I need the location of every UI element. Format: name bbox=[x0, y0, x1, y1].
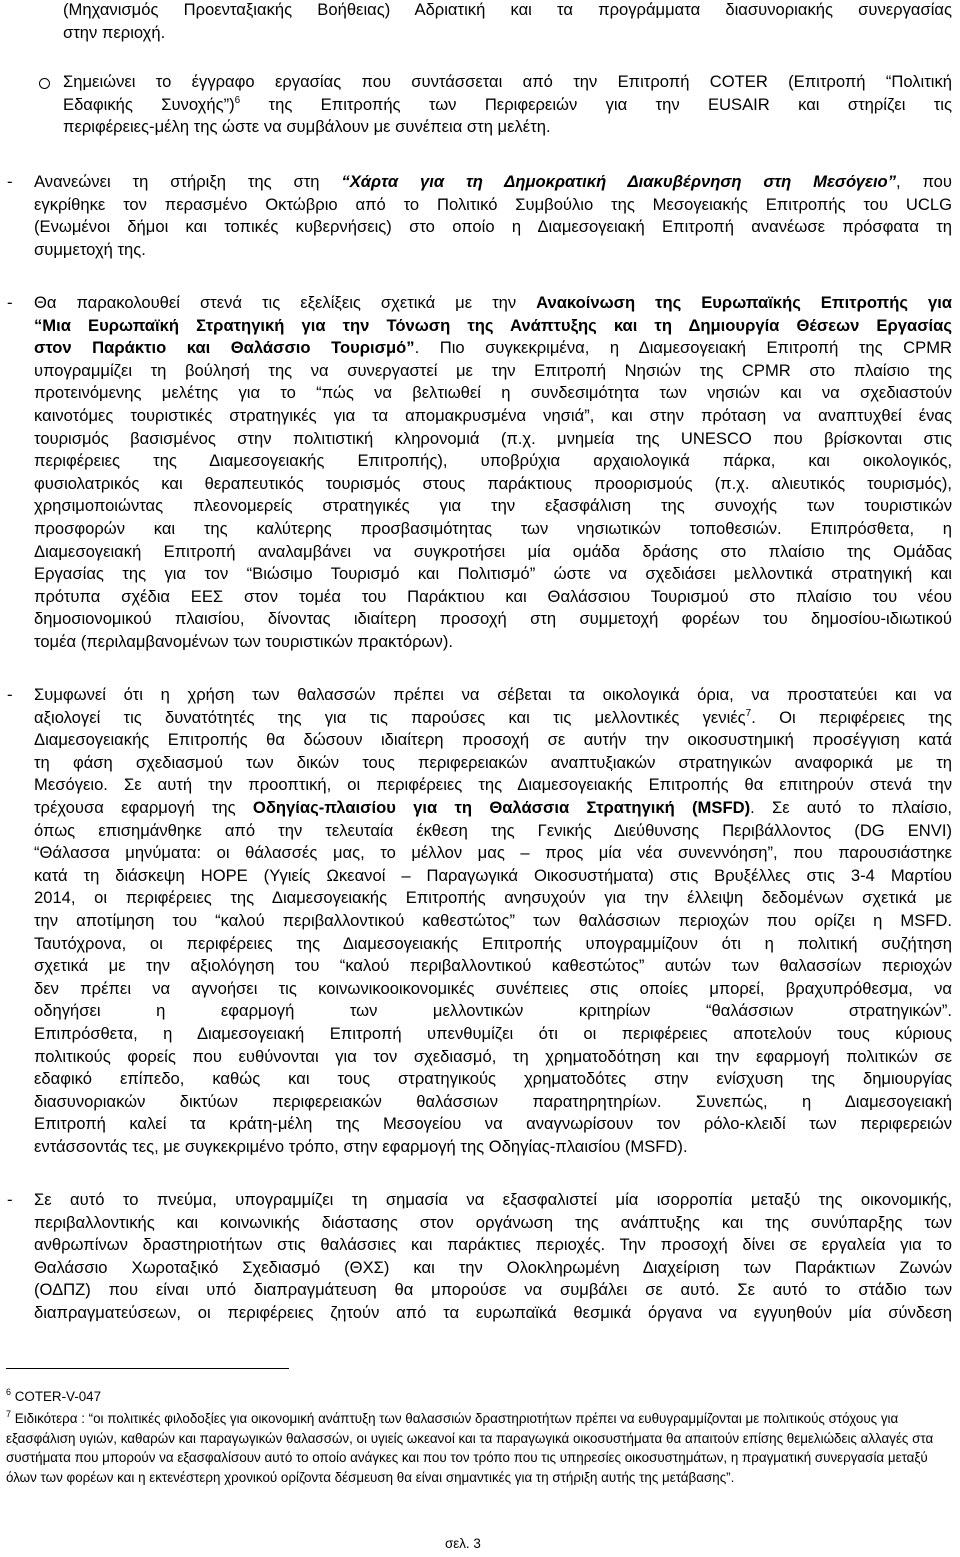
msfd-title: Οδηγίας-πλαισίου για τη Θαλάσσια Στρατηγική (MSFD) bbox=[252, 797, 751, 817]
text-line: χρησιμοποιώντας πλεονομερείς στρατηγικές για την εξασφάλιση της συνοχής των τουριστικών bbox=[34, 496, 952, 516]
text-span: , που bbox=[896, 172, 952, 191]
text-line: 2014, οι περιφέρειες της Διαμεσογειακής Επιτροπής ανησυχούν για την έλλειψη δεδομένων σχετικά με bbox=[34, 888, 952, 908]
text-span: Θα παρακολουθεί στενά τις εξελίξεις σχετικά με την bbox=[34, 293, 537, 312]
text-line: κατά τη διάσκεψη HOPE (Υγιείς Ωκεανοί – Παραγωγικά Οικοσυστήματα) στις Βρυξέλλες στις 3-4 Μαρτίου bbox=[34, 865, 952, 885]
text-span: Ανανεώνει τη στήριξη της στη bbox=[34, 172, 342, 191]
text-line: διασυνοριακών δικτύων περιφερειακών θαλάσσιων παρατηρητηρίων. Συνεπώς, η Διαμεσογειακή bbox=[34, 1091, 952, 1111]
text-line: συμμετοχή της. bbox=[34, 239, 146, 259]
text-line: σχετικά με την αξιολόγηση του “καλού περιβαλλοντικού καθεστώτος” αυτών των θαλασσίων περιοχών bbox=[34, 956, 952, 976]
text-line bbox=[34, 292, 952, 315]
circle-bullet-icon bbox=[39, 78, 50, 89]
text-line: πολιτικούς φορείς που ευθύνονται για τον σχεδιασμό, τη χρηματοδότηση και την εφαρμογή πολιτικών σε bbox=[34, 1046, 952, 1066]
text-line: περιφέρειες-μέλη της ώστε να συμβάλουν με συνέπεια στη μελέτη. bbox=[63, 117, 551, 137]
text-line: Διαμεσογειακής Επιτροπής θα δώσουν ιδιαίτερη προσοχή σε αυτήν την οικοσυστημική προσέγγιση κατά bbox=[34, 730, 952, 750]
text-line: τομέα (περιλαμβανομένων των τουριστικών πρακτόρων). bbox=[34, 631, 453, 651]
text-line: τουρισμός βασισμένος στην πολιτιστική κληρονομιά (π.χ. μνημεία της UNESCO που βρίσκονται στις bbox=[34, 428, 952, 448]
paragraph-continuation bbox=[63, 0, 952, 44]
text-line: (Μηχανισμός Προενταξιακής Βοήθειας) Αδριατική και τα προγράμματα διασυνοριακής συνεργασίας bbox=[63, 0, 952, 19]
paragraph-tourism bbox=[34, 292, 952, 654]
footnote-divider bbox=[6, 1368, 289, 1369]
text-line: πρότυπα σχέδια ΕΕΣ στον τομέα του Παράκτιου και Θαλάσσιου Τουρισμού στο πλαίσιο του νέου bbox=[34, 586, 952, 606]
text-line bbox=[63, 94, 952, 117]
text-line: υπογραμμίζει τη βούλησή της να συνεργαστεί με την Επιτροπή Νησιών της CPMR στο πλαίσιο της bbox=[34, 360, 952, 380]
text-line: περιφέρειες της Διαμεσογειακής Επιτροπής), υποβρύχια αρχαιολογικά πάρκα, και οικολογικός, bbox=[34, 451, 952, 471]
text-line: (Ενωμένοι δήμοι και τοπικές κυβερνήσεις) στο οποίο η Διαμεσογειακή Επιτροπή ανανέωσε πρόσφατα τη bbox=[34, 217, 952, 237]
dash-bullet: - bbox=[7, 293, 13, 312]
text-line bbox=[34, 707, 952, 730]
page-number: σελ. 3 bbox=[445, 1536, 481, 1551]
text-line: Μεσόγειο. Σε αυτή την προοπτική, οι περιφέρειες της Διαμεσογειακής Επιτροπής θα επιτηρούν στενά την bbox=[34, 775, 952, 795]
footnote-number: 6 bbox=[6, 1387, 12, 1397]
text-line: (ΟΔΠΖ) που είναι υπό διαπραγμάτευση θα μπορούσε να συμβάλει σε αυτό. Σε αυτό το στάδιο των bbox=[34, 1280, 952, 1300]
text-line bbox=[34, 315, 952, 338]
text-line: Συμφωνεί ότι η χρήση των θαλασσών πρέπει να σέβεται τα οικολογικά όρια, να προστατεύει και να bbox=[34, 685, 952, 704]
text-span: . Οι περιφέρειες της bbox=[751, 707, 952, 727]
text-line: τη φάση σχεδιασμού των δικών τους περιφερειακών αναπτυξιακών στρατηγικών αναφορικά με τη bbox=[34, 752, 952, 772]
text-line: εδαφικό επίπεδο, καθώς και τους στρατηγικούς χρηματοδότες στην ενίσχυση της δημιουργίας bbox=[34, 1069, 952, 1089]
text-span: της Επιτροπής των Περιφερειών για την EUSAIR και στηρίζει τις bbox=[240, 94, 952, 114]
text-line: εντάσσοντάς τες, με συγκεκριμένο τρόπο, στην εφαρμογή της Οδηγίας-πλαισίου (MSFD). bbox=[34, 1136, 688, 1156]
text-span: . Σε αυτό το πλαίσιο, bbox=[750, 797, 953, 817]
footnote-ref-7: 7 bbox=[745, 707, 752, 719]
communication-title: Ανακοίνωση της Ευρωπαϊκής Επιτροπής για bbox=[536, 293, 953, 312]
charter-title: “Χάρτα για τη Δημοκρατική Διακυβέρνηση στη Μεσόγειο” bbox=[341, 172, 896, 191]
text-line: ανθρωπίνων δραστηριοτήτων στις θαλάσσιες και παράκτιες περιοχές. Την προσοχή δίνει σε εργαλεία για το bbox=[34, 1235, 952, 1255]
text-line: δεν πρέπει να αγνοήσει τις κοινωνικοοικονομικές συνέπειες στις οποίες μπορεί, βραχυπρόθεσμα, να bbox=[34, 978, 952, 998]
footnote-text: Ειδικότερα : “οι πολιτικές φιλοδοξίες για οικονομική ανάπτυξη των θαλασσιών δραστηριοτήτων πρέπει να ευθυγραμμίζονται με bbox=[11, 1411, 760, 1426]
footnote-text: COTER-V-047 bbox=[11, 1389, 102, 1404]
text-line: Θαλάσσιο Χωροταξικό Σχεδιασμό (ΘΧΣ) και την Ολοκληρωμένη Διαχείριση των Παράκτιων Ζωνών bbox=[34, 1257, 952, 1277]
text-line: οδηγήσει η εφαρμογή των μελλοντικών κριτηρίων “θαλάσσιων στρατηγικών”. bbox=[34, 1001, 952, 1021]
text-line bbox=[34, 797, 952, 820]
text-line bbox=[34, 337, 952, 360]
text-line: προτεινόμενης μελέτης για το “πώς να βελτιωθεί η συνδεσιμότητα των νησιών και να σχεδιαστούν bbox=[34, 383, 952, 403]
text-line: φυσιολατρικός και θεραπευτικός τουρισμός στους παράκτιους προορισμούς (π.χ. αλιευτικός τουρισμός), bbox=[34, 473, 952, 493]
text-line: Σημειώνει το έγγραφο εργασίας που συντάσσεται από την Επιτροπή COTER (Επιτροπή “Πολιτική bbox=[63, 72, 952, 91]
communication-title: “Μια Ευρωπαϊκή Στρατηγική για την Τόνωση της Ανάπτυξης και τη Δημιουργία Θέσεων Εργασίας bbox=[34, 315, 952, 335]
text-line: προσφορών και της καλύτερης προσβασιμότητας των νησιωτικών τοποθεσιών. Επιπρόσθετα, η bbox=[34, 518, 952, 538]
text-line: Ταυτόχρονα, οι περιφέρειες της Διαμεσογειακής Επιτροπής υπογραμμίζουν ότι η πολιτική συζήτηση bbox=[34, 933, 952, 953]
paragraph-charter bbox=[34, 171, 952, 261]
text-line: Επιπρόσθετα, η Διαμεσογειακή Επιτροπή υπενθυμίζει ότι οι περιφέρειες αποτελούν τους κύριους bbox=[34, 1023, 952, 1043]
footnote-line bbox=[6, 1411, 759, 1426]
text-line: δημοσιονομικού πλαισίου, δίνοντας ιδιαίτερη προσοχή στη συμμετοχή φορέων του δημοσίου-ιδιωτικού bbox=[34, 609, 952, 629]
text-line: Διαμεσογειακή Επιτροπή αναλαμβάνει να συγκροτήσει μία ομάδα δράσης στο πλαίσιο της Ομάδας bbox=[34, 541, 952, 561]
dash-bullet: - bbox=[7, 685, 13, 704]
text-line: Εργασίας της για τον “Βιώσιμο Τουρισμό και Πολιτισμό” ώστε να σχεδιάσει μελλοντικά στρατηγική και bbox=[34, 564, 952, 584]
communication-title: στον Παράκτιο και Θαλάσσιο Τουρισμό” bbox=[34, 338, 415, 358]
text-line bbox=[34, 171, 952, 194]
footnote-line: θα απαιτούν επίσης θεμελιώδεις αλλαγές στα συστήματα που μπορούν να εξασφαλίσουν αυτό το οποίο ανάγκες και που τον τρόπο που bbox=[6, 1430, 934, 1465]
dash-bullet: - bbox=[7, 172, 13, 191]
text-span: τρέχουσα εφαρμογή της bbox=[34, 797, 253, 817]
footnote-number: 7 bbox=[6, 1409, 12, 1419]
paragraph-sea-use bbox=[34, 684, 952, 1158]
text-line: την αποτίμηση του “καλού περιβαλλοντικού καθεστώτος” των θαλάσσιων περιοχών που ορίζει η MSFD. bbox=[34, 910, 952, 930]
text-line: εγκρίθηκε τον περασμένο Οκτώβριο από το Πολιτικό Συμβούλιο της Μεσογειακής Επιτροπής του UCLG bbox=[34, 194, 952, 214]
text-span: . Πιο συγκεκριμένα, η Διαμεσογειακή Επιτροπή της CPMR bbox=[414, 338, 952, 358]
text-line: “Θάλασσα μηνύματα: οι θάλασσές μας, το μέλλον μας – προς μία νέα συνεννόηση”, που παρουσιάστηκε bbox=[34, 843, 952, 863]
footnote-line: πολιτικούς στόχους για εξασφάλιση υγιών, καθαρών και παραγωγικών θαλασσών, οι υγιείς ωκεανοί και τα παραγωγικά οικοσυστήματα bbox=[6, 1411, 899, 1446]
dash-bullet: - bbox=[7, 1190, 13, 1209]
text-line: στην περιοχή. bbox=[63, 22, 166, 42]
paragraph-spatial-planning bbox=[34, 1189, 952, 1325]
text-line: καινοτόμες τουριστικές στρατηγικές για τα απομακρυσμένα νησιά”, και στην πρόταση να αναπτυχθεί ένας bbox=[34, 405, 952, 425]
text-line: περιβαλλοντικής και κοινωνικής διάστασης στον οργάνωση της ανάπτυξης και της συνύπαρξης των bbox=[34, 1212, 952, 1232]
text-span: Εδαφικής Συνοχής”) bbox=[63, 94, 235, 114]
text-line: Σε αυτό το πνεύμα, υπογραμμίζει τη σημασία να εξασφαλιστεί μία ισορροπία μεταξύ της οικονομικής, bbox=[34, 1190, 952, 1209]
text-line: Επιτροπή καλεί τα κράτη-μέλη της Μεσογείου να αναγνωρίσουν τον ρόλο-κλειδί των περιφερειών bbox=[34, 1114, 952, 1134]
footnote-7 bbox=[6, 1409, 952, 1487]
text-line: όπως επισημάνθηκε από την τελευταία έκθεση της Γενικής Διεύθυνσης Περιβάλλοντος (DG ENVI) bbox=[34, 820, 952, 840]
footnote-6 bbox=[6, 1387, 952, 1407]
text-span: αξιολογεί τις δυνατότητές της για τις παρούσες και τις μελλοντικές γενιές bbox=[34, 707, 746, 727]
footnote-line: σημαντικές για τη στήριξη αυτής της μετάβασης”. bbox=[445, 1469, 735, 1485]
footnote-ref-6: 6 bbox=[234, 94, 241, 106]
paragraph-coter bbox=[63, 71, 952, 139]
footnote-line: τις υπηρεσίες οικοσυστημάτων, η πραγματική συνεργασία μεταξύ όλων των φορέων και η εκτενέστερη χρονικού ορίζοντα δέσμευση θα είναι bbox=[6, 1450, 928, 1485]
text-line: διαπραγματεύσεων, οι περιφέρειες ζητούν από τα ευρωπαϊκά θεσμικά όργανα να εγγυηθούν μία σύνδεση bbox=[34, 1302, 952, 1322]
